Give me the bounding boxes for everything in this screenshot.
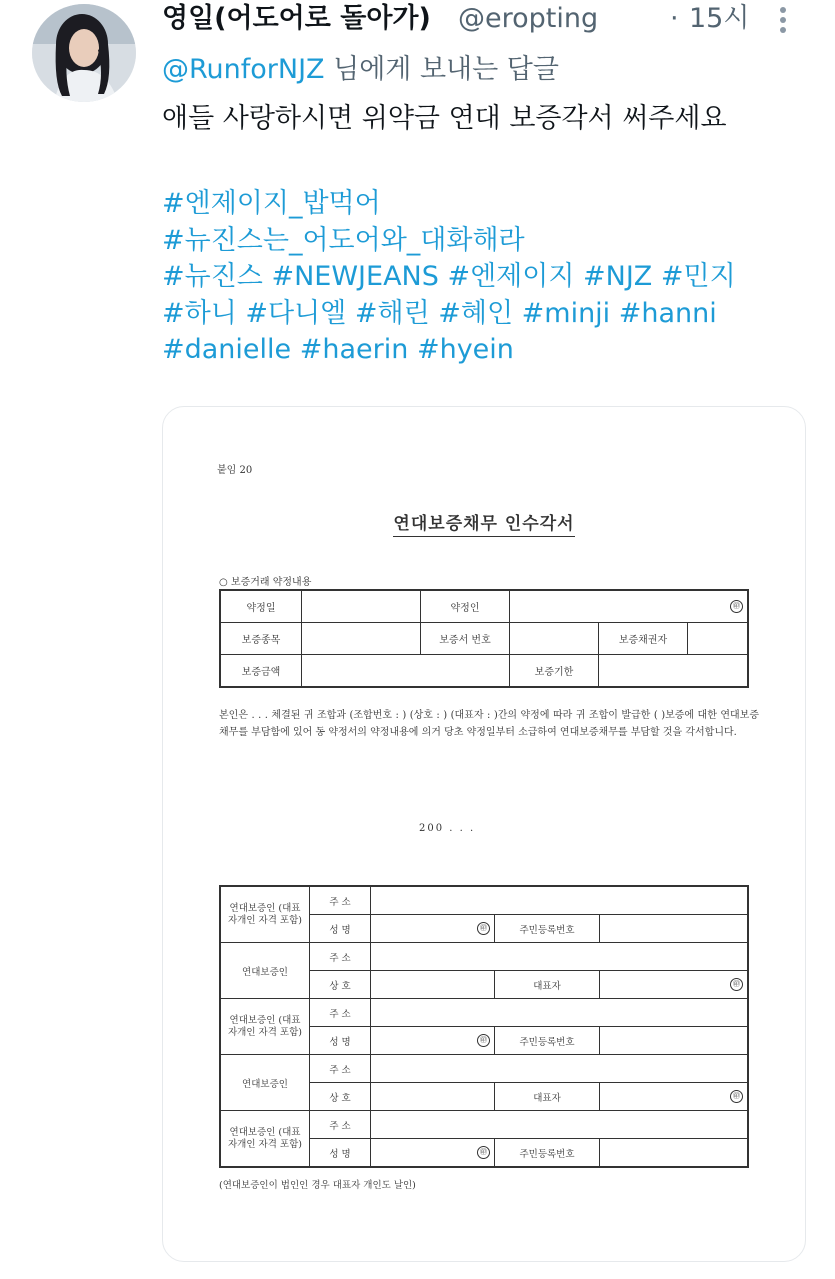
hashtag-link[interactable]: #hyein	[416, 334, 514, 365]
more-vertical-icon[interactable]	[772, 4, 794, 38]
guarantor-individual-label: 연대보증인 (대표자개인 자격 포함)	[220, 999, 310, 1055]
guarantor-table	[219, 885, 749, 1168]
guarantor-corporate-label: 연대보증인	[220, 943, 310, 999]
hashtag-link[interactable]: #뉴진스는_어도어와_대화해라	[162, 224, 525, 256]
cell-guarantee-type: 보증종목	[220, 623, 302, 655]
doc-title	[163, 509, 805, 534]
name-label: 성 명	[310, 1139, 371, 1168]
address-label: 주 소	[310, 999, 371, 1027]
doc-section-label: ○ 보증거래 약정내용	[219, 577, 312, 588]
separator-dot: ·	[670, 3, 679, 34]
cell-empty	[371, 1055, 749, 1083]
reply-context	[162, 52, 559, 88]
hashtag-link[interactable]: #뉴진스	[162, 261, 263, 292]
doc-paragraph: 본인은 . . . 체결된 귀 조합과 (조합번호 : ) (상호 : ) (대표자 : )간의 약정에 따라 귀 조합이 발급한 ( )보증에 대한 연대보증채무를 부담함에 있어 동 약정서의 약정내용에 의거 당초 약정일부터 소급하여 연대보증채무를 부담할 것을 각서합니다.	[219, 710, 759, 738]
address-label: 주 소	[310, 1111, 371, 1139]
hashtag-link[interactable]: #NEWJEANS	[271, 261, 439, 292]
resident-no-label: 주민등록번호	[495, 1139, 600, 1168]
cell-empty	[510, 623, 599, 655]
hashtag-row	[162, 186, 812, 223]
cell-empty	[600, 915, 749, 943]
trade-name-label: 상 호	[310, 1083, 371, 1111]
hashtag-list	[162, 186, 812, 369]
guarantor-individual-label: 연대보증인 (대표자개인 자격 포함)	[220, 886, 310, 943]
seal-mark: ㊞	[730, 978, 743, 991]
hashtag-link[interactable]: #해린	[354, 297, 430, 329]
cell-guarantee-no: 보증서 번호	[421, 623, 510, 655]
cell-seal	[600, 1083, 749, 1111]
hashtag-link[interactable]: #혜인	[438, 297, 514, 329]
hashtag-row	[162, 296, 812, 333]
profile-photo	[32, 4, 136, 102]
hashtag-row	[162, 223, 812, 260]
hashtag-link[interactable]: #엔제이지_밥먹어	[162, 188, 381, 219]
seal-mark: ㊞	[730, 1090, 743, 1103]
hashtag-link[interactable]: #haerin	[299, 334, 409, 365]
hashtag-link[interactable]: #NJZ	[583, 261, 653, 292]
address-label: 주 소	[310, 1055, 371, 1083]
hashtag-link[interactable]: #민지	[660, 261, 736, 292]
attached-image[interactable]	[162, 406, 806, 1262]
trade-name-label: 상 호	[310, 971, 371, 999]
guarantee-document	[163, 407, 805, 1261]
cell-empty	[600, 1027, 749, 1055]
hashtag-row	[162, 332, 812, 369]
doc-date: 200 . . .	[419, 823, 476, 834]
cell-empty	[600, 1139, 749, 1168]
cell-seal	[371, 915, 495, 943]
cell-empty	[371, 999, 749, 1027]
cell-empty	[371, 971, 495, 999]
cell-empty	[371, 943, 749, 971]
hashtag-link[interactable]: #다니엘	[245, 297, 347, 329]
address-label: 주 소	[310, 886, 371, 915]
resident-no-label: 주민등록번호	[495, 1027, 600, 1055]
resident-no-label: 주민등록번호	[495, 915, 600, 943]
cell-seal	[371, 1139, 495, 1168]
cell-empty	[371, 1083, 495, 1111]
representative-label: 대표자	[495, 971, 600, 999]
timestamp[interactable]: 15시	[689, 3, 750, 34]
hashtag-link[interactable]: #hanni	[618, 297, 717, 329]
hashtag-row	[162, 259, 812, 296]
guarantor-corporate-label: 연대보증인	[220, 1055, 310, 1111]
reply-to-suffix: 님에게 보내는 답글	[324, 54, 559, 85]
avatar[interactable]	[32, 4, 136, 102]
representative-label: 대표자	[495, 1083, 600, 1111]
address-label: 주 소	[310, 943, 371, 971]
seal-mark: ㊞	[477, 1034, 490, 1047]
user-handle[interactable]: @eropting	[458, 3, 599, 34]
agreement-table	[219, 589, 749, 688]
cell-empty	[302, 590, 421, 623]
cell-empty	[302, 623, 421, 655]
seal-mark: ㊞	[477, 922, 490, 935]
cell-guarantee-term: 보증기한	[510, 655, 599, 688]
seal-mark: ㊞	[730, 600, 743, 613]
cell-empty	[302, 655, 510, 688]
doc-title-text: 연대보증채무 인수각서	[393, 514, 574, 537]
cell-creditor: 보증채권자	[599, 623, 688, 655]
seal-mark: ㊞	[477, 1146, 490, 1159]
cell-agreer: 약정인	[421, 590, 510, 623]
doc-footnote: (연대보증인이 법인인 경우 대표자 개인도 날인)	[219, 1180, 416, 1191]
cell-agreement-date: 약정일	[220, 590, 302, 623]
cell-empty	[688, 623, 749, 655]
name-label: 성 명	[310, 1027, 371, 1055]
hashtag-link[interactable]: #엔제이지	[447, 261, 575, 292]
cell-seal	[510, 590, 749, 623]
cell-empty	[599, 655, 749, 688]
cell-guarantee-amount: 보증금액	[220, 655, 302, 688]
name-label: 성 명	[310, 915, 371, 943]
display-name[interactable]: 영일(어도어로 돌아가)	[162, 3, 431, 34]
tweet-header	[162, 0, 802, 40]
cell-empty	[371, 886, 749, 915]
cell-empty	[371, 1111, 749, 1139]
tweet-text: 애들 사랑하시면 위약금 연대 보증각서 써주세요	[162, 103, 727, 134]
hashtag-link[interactable]: #하니	[162, 297, 237, 329]
hashtag-link[interactable]: #danielle	[162, 334, 292, 365]
guarantor-individual-label: 연대보증인 (대표자개인 자격 포함)	[220, 1111, 310, 1168]
cell-seal	[600, 971, 749, 999]
doc-annex: 붙임 20	[217, 465, 253, 476]
cell-seal	[371, 1027, 495, 1055]
hashtag-link[interactable]: #minji	[521, 297, 611, 329]
reply-to-mention[interactable]: @RunforNJZ	[162, 54, 325, 85]
